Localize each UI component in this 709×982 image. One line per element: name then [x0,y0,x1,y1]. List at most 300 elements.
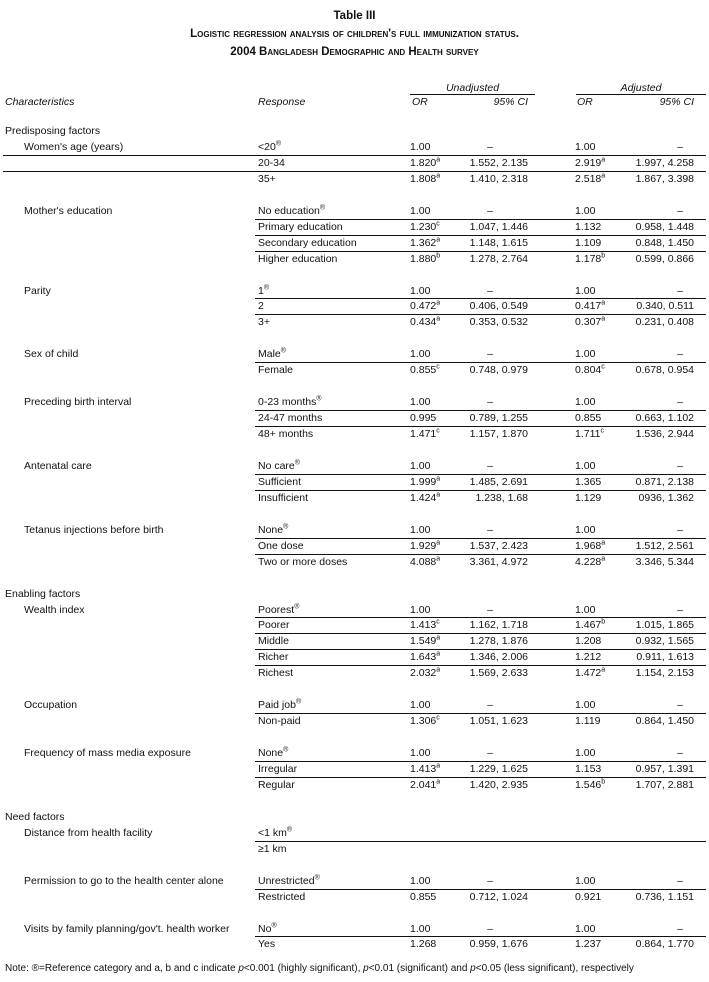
ci-unadjusted-value: – [487,603,493,616]
response-text: No education [258,204,320,217]
response-label [258,842,287,856]
ci-adjusted [605,315,694,329]
ci-adjusted-value: 0.678, 0.954 [635,364,694,377]
ci-adjusted [605,778,694,792]
or-unadjusted-value: 1.268 [410,938,437,951]
ci-unadjusted-value: – [487,699,493,712]
ci-unadjusted [445,491,528,505]
ci-unadjusted [445,236,528,250]
or-adjusted-value: 1.00 [575,747,596,760]
or-adjusted [575,204,595,218]
ci-unadjusted [445,315,528,329]
or-unadjusted-value: 1.00 [410,523,431,536]
or-adjusted-value: 1.00 [575,459,596,472]
or-unadjusted [410,315,440,329]
ci-unadjusted [465,523,515,537]
or-unadjusted [410,650,440,664]
group-name: Tetanus injections before birth [24,523,164,536]
or-unadjusted-value: 1.00 [410,284,431,297]
or-unadjusted-value: 1.00 [410,699,431,712]
response-label [258,172,276,186]
response-label [258,427,313,441]
ci-adjusted [655,284,705,298]
group-name: Distance from health facility [24,826,153,839]
table-label: Table III [333,10,376,22]
or-adjusted-value: 0.921 [575,890,602,903]
or-unadjusted-value: 1.00 [410,204,431,217]
or-unadjusted [410,746,430,760]
ci-adjusted [655,459,705,473]
table-title-line-1: Logistic regression analysis of children's full immunization status. [190,28,519,40]
ci-unadjusted-value: 1.569, 2.633 [469,667,528,680]
ci-adjusted [655,746,705,760]
ci-unadjusted [445,762,528,776]
or-unadjusted-value: 1.00 [410,140,431,153]
ci-adjusted [605,220,694,234]
ci-unadjusted [465,746,515,760]
response-text: Primary education [258,220,343,233]
or-adjusted-value: 1.472 [575,667,602,680]
significance-mark: c [600,427,604,435]
note-t2: <0.01 (significant) and [368,963,471,974]
or-adjusted [575,698,595,712]
reference-mark: ® [286,826,293,834]
or-unadjusted [410,778,440,792]
or-adjusted [575,172,605,186]
or-unadjusted-value: 1.00 [410,459,431,472]
reference-mark: ® [294,603,300,610]
response-text: One dose [258,539,304,552]
response-text: 48+ months [258,428,314,441]
response-text: 35+ [258,172,276,185]
reference-mark: ® [271,922,277,929]
or-adjusted-value: 0.417 [575,300,602,313]
or-unadjusted [410,252,440,266]
significance-mark: a [601,666,606,674]
ci-adjusted-value: 0.340, 0.511 [636,300,694,313]
or-unadjusted [410,762,440,776]
ci-adjusted [655,698,705,712]
or-adjusted-value: 1.00 [575,348,596,361]
ci-adjusted [655,347,705,361]
or-adjusted [575,922,595,936]
significance-mark: a [601,156,606,164]
response-label [258,874,320,888]
response-text: Male [258,348,281,361]
or-adjusted-value: 1.00 [575,603,596,616]
significance-mark: a [436,475,441,483]
response-label [258,922,277,936]
or-adjusted [575,395,595,409]
ci-unadjusted-value: 1.047, 1.446 [469,220,528,233]
reference-mark: ® [319,204,326,212]
ci-adjusted [605,172,694,186]
or-adjusted [575,762,601,776]
or-unadjusted-value: 1.413 [410,619,437,632]
or-unadjusted [410,475,440,489]
or-adjusted [575,618,605,632]
response-text: <1 km [258,826,287,839]
ci-unadjusted-value: 1.157, 1.870 [469,428,528,441]
reference-mark: ® [275,140,281,148]
or-unadjusted-value: 1.471 [410,428,437,441]
or-adjusted-value: 0.855 [575,412,602,425]
response-text: None [258,747,284,760]
table-title-line-2: 2004 Bangladesh Demographic and Health survey [230,46,479,58]
response-label [258,156,285,170]
ci-unadjusted-value: 0.353, 0.532 [469,316,528,329]
response-label [258,603,299,617]
header-adjusted: Adjusted [620,82,662,94]
response-label [258,714,301,728]
response-text: Regular [258,778,295,791]
or-unadjusted-value: 1.999 [410,475,437,488]
or-adjusted [575,475,601,489]
response-label [258,236,357,250]
header-ci-unadjusted: 95% CI [493,96,528,108]
ci-adjusted [655,922,705,936]
reference-mark: ® [295,698,302,706]
ci-unadjusted [465,347,515,361]
ci-adjusted-value: – [677,459,683,472]
ci-unadjusted-value: – [487,922,493,935]
response-label [258,890,305,904]
ci-unadjusted [445,411,528,425]
response-text: Female [258,364,294,377]
group-name: Mother's education [24,204,113,217]
or-unadjusted [410,395,430,409]
ci-adjusted [655,603,705,617]
or-unadjusted [410,140,430,154]
response-text: 1 [258,284,264,297]
ci-unadjusted [465,603,515,617]
ci-adjusted-value: 0.911, 1.613 [636,651,694,664]
or-unadjusted [410,603,430,617]
ci-adjusted-value: 0.599, 0.866 [635,252,694,265]
ci-adjusted-value: – [677,204,683,217]
significance-mark: a [436,650,441,658]
ci-unadjusted-value: – [487,523,493,536]
or-adjusted-value: 1.467 [575,619,602,632]
row-rule [255,841,706,842]
significance-mark: b [601,252,606,260]
significance-mark: a [436,539,441,547]
ci-unadjusted [445,778,528,792]
or-adjusted-value: 0.804 [575,364,602,377]
ci-adjusted-value: 1.536, 2.944 [635,428,694,441]
ci-unadjusted [465,874,515,888]
ci-unadjusted [445,714,528,728]
or-unadjusted-value: 2.041 [410,778,437,791]
ci-unadjusted [445,555,528,569]
ci-unadjusted [445,650,528,664]
or-adjusted-value: 1.00 [575,284,596,297]
response-label [258,140,281,154]
ci-unadjusted-value: 1.485, 2.691 [469,475,528,488]
or-adjusted-value: 1.711 [575,428,601,441]
response-text: Irregular [258,763,298,775]
or-unadjusted-value: 1.00 [410,747,431,760]
or-adjusted [575,252,605,266]
ci-adjusted [605,156,694,170]
or-adjusted [575,427,604,441]
significance-mark: a [436,762,441,770]
significance-mark: c [436,363,440,371]
or-adjusted [575,299,605,313]
or-adjusted-value: 1.00 [575,204,596,217]
response-text: Sufficient [258,475,301,488]
response-label [258,698,301,712]
ci-adjusted-value: – [677,396,683,409]
ci-adjusted [605,714,694,728]
group-name: Occupation [24,699,78,712]
ci-unadjusted [445,363,528,377]
significance-mark: a [436,172,441,180]
section-title: Need factors [5,810,65,823]
significance-mark: a [601,172,606,180]
ci-adjusted-value: 1.512, 2.561 [635,539,694,552]
ci-adjusted-value: 0.736, 1.151 [635,890,694,903]
or-adjusted [575,284,595,298]
ci-unadjusted [445,156,528,170]
or-unadjusted-value: 1.820 [410,156,437,169]
or-unadjusted-value: 2.032 [410,667,437,680]
ci-unadjusted [465,284,515,298]
ci-adjusted [605,890,694,904]
or-adjusted [575,411,601,425]
or-unadjusted-value: 1.00 [410,603,431,616]
or-adjusted-value: 1.00 [575,699,596,712]
significance-mark: c [436,618,440,626]
response-label [258,937,275,951]
significance-mark: c [436,427,440,435]
group-name: Permission to go to the health center alone [24,874,224,887]
or-adjusted [575,603,595,617]
response-label [258,618,290,632]
response-label [258,666,293,680]
or-unadjusted-value: 0.434 [410,316,437,329]
group-name: Sex of child [24,348,79,361]
ci-unadjusted-value: – [487,204,493,217]
or-unadjusted [410,634,440,648]
or-unadjusted [410,411,436,425]
ci-adjusted [605,666,694,680]
ci-adjusted [605,236,694,250]
or-unadjusted [410,459,430,473]
ci-adjusted-value: 0.864, 1.770 [635,938,694,951]
ci-unadjusted [445,539,528,553]
or-unadjusted-value: 1.362 [410,236,437,249]
or-unadjusted-value: 1.808 [410,172,437,185]
or-unadjusted [410,874,430,888]
ci-adjusted [655,140,705,154]
ci-adjusted [655,874,705,888]
ci-unadjusted [445,299,528,313]
header-or-adjusted: OR [577,96,593,108]
ci-unadjusted [465,395,515,409]
or-adjusted-value: 1.00 [575,140,596,153]
ci-adjusted-value: 0.231, 0.408 [635,316,694,329]
or-unadjusted [410,698,430,712]
ci-unadjusted-value: 1.537, 2.423 [469,539,528,552]
or-unadjusted [410,555,440,569]
group-name: Preceding birth interval [24,396,132,409]
response-text: Poorer [258,619,290,632]
or-adjusted-value: 1.119 [575,715,601,728]
response-label [258,650,288,664]
significance-mark: a [436,236,441,244]
ci-unadjusted-value: 0.712, 1.024 [469,890,528,903]
ci-adjusted [605,650,694,664]
significance-mark: a [436,634,441,642]
significance-mark: a [436,299,441,307]
or-adjusted-value: 1.00 [575,396,596,409]
significance-mark: b [601,618,606,626]
or-unadjusted [410,220,440,234]
response-label [258,299,264,313]
ci-unadjusted [445,172,528,186]
significance-mark: a [436,555,441,563]
or-unadjusted-value: 1.230 [410,220,437,233]
or-adjusted [575,363,605,377]
ci-unadjusted-value: – [487,140,493,153]
ci-adjusted-value: – [677,523,683,536]
ci-adjusted-value: 0936, 1.362 [638,491,694,504]
ci-unadjusted-value: 1.051, 1.623 [469,715,528,728]
ci-adjusted-value: 1.015, 1.865 [635,619,694,632]
response-text: Insufficient [258,491,309,504]
ci-unadjusted [465,922,515,936]
or-adjusted-value: 2.518 [575,172,602,185]
reference-mark: ® [294,459,300,467]
response-label [258,762,297,776]
or-adjusted-value: 1.00 [575,523,596,536]
significance-mark: a [436,491,441,499]
or-adjusted [575,156,605,170]
table-note [5,962,634,976]
ci-adjusted [605,937,694,951]
or-adjusted [575,347,595,361]
response-text: Higher education [258,252,338,265]
or-unadjusted-value: 0.855 [410,364,437,377]
or-unadjusted-value: 1.929 [410,539,437,552]
response-label [258,539,304,553]
ci-unadjusted-value: – [487,459,493,472]
response-text: 0-23 months [258,396,317,409]
or-adjusted-value: 1.178 [575,252,602,265]
ci-unadjusted [445,937,528,951]
or-adjusted [575,714,601,728]
ci-adjusted-value: – [677,747,683,760]
or-unadjusted [410,491,440,505]
response-label [258,347,286,361]
or-unadjusted [410,937,436,951]
ci-adjusted-value: 1.707, 2.881 [635,778,694,791]
response-label [258,252,337,266]
note-p: p [470,963,476,974]
or-adjusted-value: 1.153 [575,763,602,775]
ci-adjusted [605,539,694,553]
or-adjusted-value: 1.968 [575,539,602,552]
header-response: Response [258,96,306,108]
response-text: ≥1 km [258,842,287,855]
reference-mark: ® [263,284,270,291]
header-unadjusted: Unadjusted [445,82,500,94]
ci-unadjusted-value: 0.789, 1.255 [469,412,528,425]
ci-adjusted [605,252,694,266]
ci-adjusted-value: 0.848, 1.450 [635,236,694,249]
or-adjusted [575,140,595,154]
or-adjusted [575,634,601,648]
ci-adjusted-value: – [677,699,683,712]
or-adjusted-value: 1.00 [575,922,596,935]
ci-adjusted-value: – [677,874,683,887]
response-label [258,315,270,329]
ci-adjusted [605,363,694,377]
or-adjusted [575,890,601,904]
significance-mark: c [436,220,440,228]
ci-adjusted-value: – [677,284,683,297]
response-label [258,204,325,218]
response-text: 24-47 months [258,412,323,425]
ci-unadjusted [445,220,528,234]
or-adjusted [575,539,605,553]
ci-unadjusted-value: – [487,396,493,409]
ci-adjusted-value: 0.864, 1.450 [635,715,694,728]
section-title: Predisposing factors [5,125,101,137]
or-adjusted [575,937,601,951]
response-text: No care [258,459,295,472]
response-text: None [258,523,284,536]
response-text: <20 [258,140,276,153]
significance-mark: a [601,299,606,307]
response-text: Restricted [258,890,306,903]
reference-mark: ® [283,523,289,531]
ci-unadjusted [465,140,515,154]
or-adjusted-value: 1.237 [575,938,602,951]
response-label [258,523,288,537]
or-adjusted-value: 2.919 [575,156,602,169]
response-label [258,555,347,569]
or-unadjusted-value: 4.088 [410,555,437,568]
or-unadjusted [410,523,430,537]
group-name: Antenatal care [24,459,92,472]
reference-mark: ® [280,347,286,355]
or-adjusted-value: 0.307 [575,316,602,329]
ci-unadjusted [445,618,528,632]
or-unadjusted-value: 1.424 [410,491,437,504]
or-unadjusted-value: 1.00 [410,396,431,409]
or-unadjusted [410,363,440,377]
or-unadjusted [410,299,440,313]
or-unadjusted-value: 0.995 [410,412,437,425]
ci-unadjusted-value: 1.229, 1.625 [469,763,528,775]
response-text: Paid job [258,699,296,712]
or-unadjusted-value: 1.549 [410,635,437,648]
significance-mark: a [436,315,441,323]
significance-mark: c [436,714,440,722]
response-label [258,778,295,792]
or-unadjusted-value: 1.880 [410,252,437,265]
ci-unadjusted [465,698,515,712]
ci-unadjusted-value: 1.238, 1.68 [475,491,528,504]
ci-adjusted [655,395,705,409]
significance-mark: a [601,315,606,323]
group-name: Parity [24,284,51,297]
or-unadjusted-value: 0.855 [410,890,437,903]
ci-unadjusted-value: 1.420, 2.935 [469,778,528,791]
response-label [258,363,293,377]
